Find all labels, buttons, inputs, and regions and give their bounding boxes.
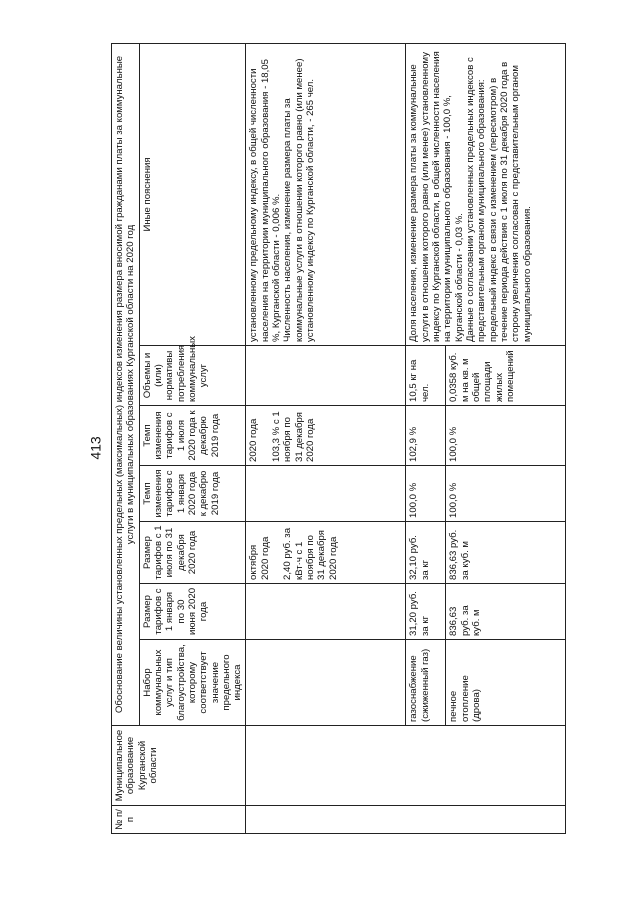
cell-set [246, 640, 406, 726]
header-row-1 [112, 43, 140, 833]
cell-notes: Доля населения, изменение размера платы за коммунальные услуги в отношении которого равно (или менее) установленному индексу по Курганской области, в общей численности населения на территории муниципального образования - 100,0 %, Курганской области - 0,03 %. Данные о согласовании установленных предельных индексов с представительным органом муниципального образования: предельный индекс в связи с изменением (пересмотром) в течение периода действия с 1 июля по 31 декабря 2020 года в сторону увеличения согласован с представительным органом муниципального образования. [406, 43, 566, 345]
cell-volumes: 0,0358 куб. м на кв. м общей площади жилых помещений [446, 346, 566, 406]
header-set: Набор коммунальных услуг и тип благоустройства, которому соответствует значение предельного индекса [139, 640, 246, 726]
cell-notes: установленному предельному индексу, в общей численности населения на территории муниципального образования - 18,05 %, Курганской области - 0,006 %. Численность населения, изменение размера платы за коммунальные услуги в отношении которого равно (или менее) установленному индексу по Курганской области, - 265 чел. [246, 43, 406, 345]
cell-rate1: 100,0 % [406, 466, 446, 522]
tariff-table [111, 43, 566, 834]
cell-rate2: 100,0 % [446, 406, 566, 466]
header-tariff2: Размер тарифов с 1 июля по 31 декабря 2020 года [139, 522, 246, 584]
cell-volumes [246, 346, 406, 406]
cell-rate2: 102,9 % [406, 406, 446, 466]
header-rate1: Темп изменения тарифов с 1 января 2020 года к декабрю 2019 года [139, 466, 246, 522]
table-wrapper [111, 44, 640, 830]
cell-volumes: 10,5 кг на чел. [406, 346, 446, 406]
cell-tariff2: 836,63 руб. за куб. м [446, 522, 566, 584]
header-volumes: Объемы и (или) нормативы потребления коммунальных услуг [139, 346, 246, 406]
cell-tariff1 [246, 584, 406, 640]
cell-set: печное отопление (дрова) [446, 640, 566, 726]
cell-tariff2: 32,10 руб. за кг [406, 522, 446, 584]
header-no: № п/п [112, 806, 246, 834]
cell-tariff1: 836,63 руб. за куб. м [446, 584, 566, 640]
header-tariff1: Размер тарифов с 1 января по 30 июня 2020 года [139, 584, 246, 640]
cell-set: газоснабжение (сжиженный газ) [406, 640, 446, 726]
table-row [406, 43, 446, 833]
cell-tariff2: октября 2020 года 2,40 руб. за кВт·ч с 1 ноября по 31 декабря 2020 года [246, 522, 406, 584]
table-row [246, 43, 406, 833]
cell-tariff1: 31,20 руб. за кг [406, 584, 446, 640]
cell-rate1 [246, 466, 406, 522]
header-justification: Обоснование величины установленных предельных (максимальных) индексов изменения размера вносимой гражданами платы за коммунальные услуги в муниципальных образованиях Курганской области на 2020 год [112, 43, 140, 725]
cell-no [246, 806, 566, 834]
cell-rate1: 100,0 % [446, 466, 566, 522]
header-rate2: Темп изменения тарифов с 1 июля 2020 года к декабрю 2019 года [139, 406, 246, 466]
header-notes: Иные пояснения [139, 43, 246, 345]
page-number: 413 [87, 436, 104, 460]
cell-municipality [246, 726, 566, 806]
header-municipality: Муниципальное образование Курганской области [112, 726, 246, 806]
cell-rate2: 2020 года 103,3 % с 1 ноября по 31 декабря 2020 года [246, 406, 406, 466]
header-row-2 [139, 43, 246, 833]
